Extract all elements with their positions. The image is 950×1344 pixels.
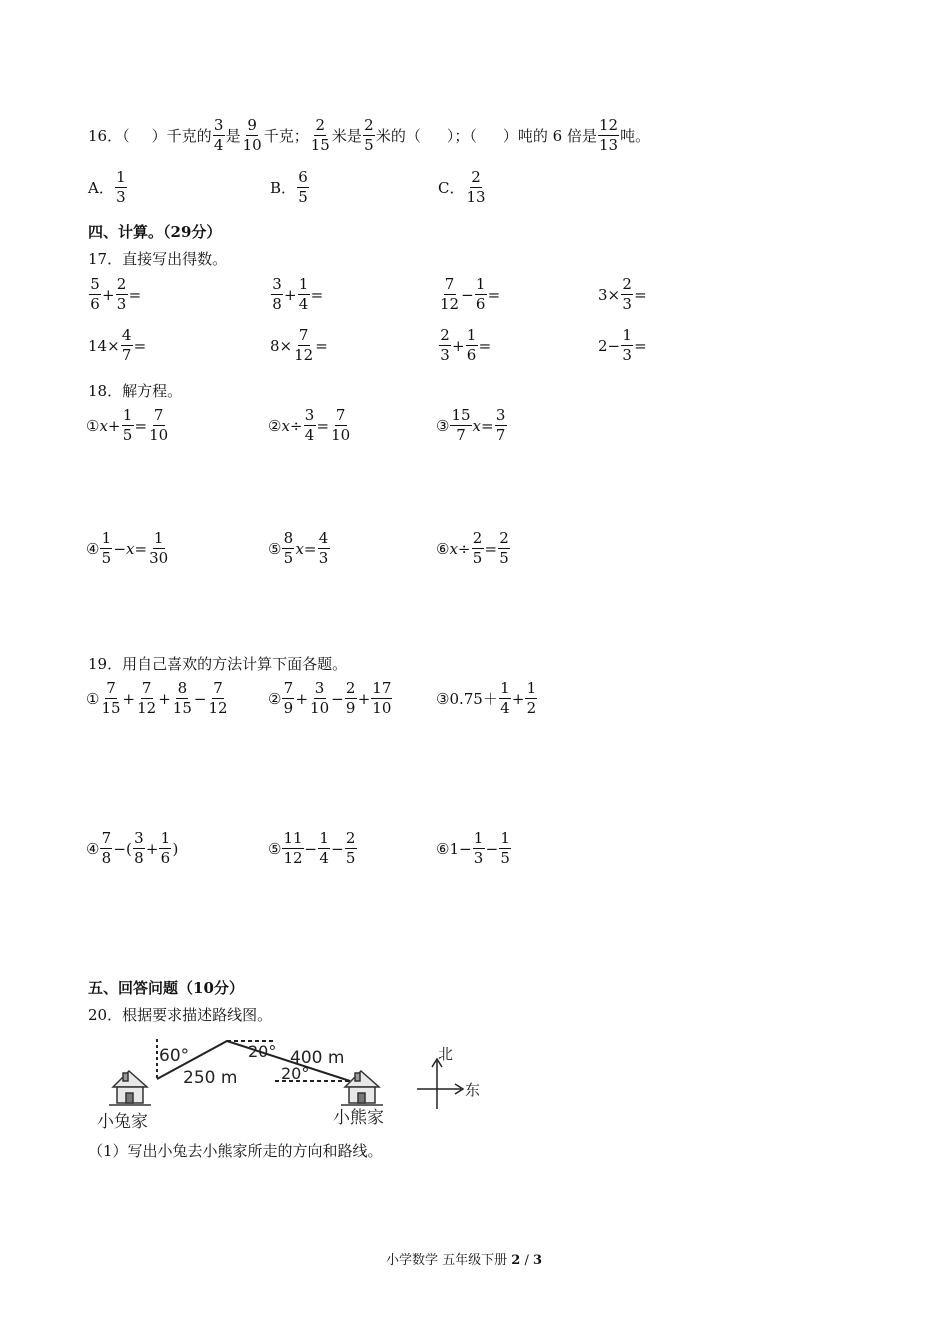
q17-item: $\frac{5}{6}$ + $\frac{2}{3}$ = [90,275,142,313]
section-4-heading: 四、计算。（29分） [88,223,222,241]
q18-equation-6: ⑥ x ÷ $\frac{2}{5}$ = $\frac{2}{5}$ [436,529,509,567]
q19-expression-2: ② $\frac{7}{9}$ + $\frac{3}{10}$ − $\frac{2}{9}$ + $\frac{17}{10}$ [268,679,392,717]
section-5-heading: 五、回答问题（10分） [88,979,244,997]
q18-equation-2: ② x ÷ $\frac{3}{4}$ = $\frac{7}{10}$ [268,406,351,444]
q17-item: 2− $\frac{1}{3}$ = [598,326,647,364]
fraction: $\frac{12}{13}$ [598,116,619,154]
angle-label-3: 20° [281,1064,310,1083]
q16-number: 16．（ [88,127,130,145]
q19-expression-3: ③ 0.75＋ $\frac{1}{4}$ + $\frac{1}{2}$ [436,679,537,717]
home2-label: 小熊家 [333,1108,384,1128]
fraction: $\frac{2}{5}$ [364,116,374,154]
home1-label: 小兔家 [97,1112,148,1132]
q17-title: 17．直接写出得数。 [88,250,228,268]
north-label: 北 [438,1045,454,1063]
q19-expression-1: ① $\frac{7}{15}$ + $\frac{7}{12}$ + $\frac{8}{15}$ − $\frac{7}{12}$ [86,679,228,717]
bear-house-icon [341,1071,383,1105]
distance-label-2: 400 m [290,1048,345,1068]
q19-expression-4: ④ $\frac{7}{8}$ −( $\frac{3}{8}$ + $\frac{1}{6}$ ) [86,829,179,867]
route-map [95,1033,495,1133]
fraction: $\frac{3}{4}$ [213,116,224,154]
q17-item: $\frac{3}{8}$ + $\frac{1}{4}$ = [272,275,324,313]
q19-title: 19．用自己喜欢的方法计算下面各题。 [88,655,348,673]
q19-expression-5: ⑤ $\frac{11}{12}$ − $\frac{1}{4}$ − $\frac{2}{5}$ [268,829,356,867]
angle-label-1: 60° [159,1046,190,1066]
q20-sub-1: （1）写出小兔去小熊家所走的方向和路线。 [88,1142,383,1160]
q17-item: $\frac{2}{3}$ + $\frac{1}{6}$ = [440,326,492,364]
page-footer: 小学数学 五年级下册 2 / 3 [386,1253,543,1268]
angle-label-2: 20° [248,1042,277,1061]
q16-option-a: A． $\frac{1}{3}$ [88,168,126,206]
q18-equation-5: ⑤ $\frac{8}{5}$ x = $\frac{4}{3}$ [268,529,329,567]
q16-option-c: C． $\frac{2}{13}$ [438,168,486,206]
q20-title: 20．根据要求描述路线图。 [88,1006,273,1024]
q17-item: $\frac{7}{12}$ − $\frac{1}{6}$ = [440,275,501,313]
q17-item: 3× $\frac{2}{3}$ = [598,275,647,313]
q16-option-b: B． $\frac{6}{5}$ [270,168,308,206]
q16-line: 16．（ ）千克的 $\frac{3}{4}$ 是 $\frac{9}{10}$ 千克； $\frac{2}{15}$ 米是 $\frac{2}{5}$ 米的（ ）；（ ）吨的 6 倍是 $\frac{12}{13}$ 吨。 [88,116,651,154]
page-number: 2 [511,1253,521,1268]
q18-title: 18．解方程。 [88,382,183,400]
east-label: 东 [465,1081,481,1099]
fraction: $\frac{2}{15}$ [310,116,330,154]
q19-expression-6: ⑥ 1− $\frac{1}{3}$ − $\frac{1}{5}$ [436,829,510,867]
rabbit-house-icon [109,1071,151,1105]
q18-equation-4: ④ $\frac{1}{5}$ − x = $\frac{1}{30}$ [86,529,169,567]
q17-item: 14× $\frac{4}{7}$ = [88,326,147,364]
q17-item: 8× $\frac{7}{12}$ = [270,326,328,364]
page-total: 3 [532,1253,543,1268]
distance-label-1: 250 m [183,1068,238,1088]
q18-equation-1: ① x + $\frac{1}{5}$ = $\frac{7}{10}$ [86,406,169,444]
fraction: $\frac{9}{10}$ [242,116,262,154]
q18-equation-3: ③ $\frac{15}{7}$ x = $\frac{3}{7}$ [436,406,506,444]
